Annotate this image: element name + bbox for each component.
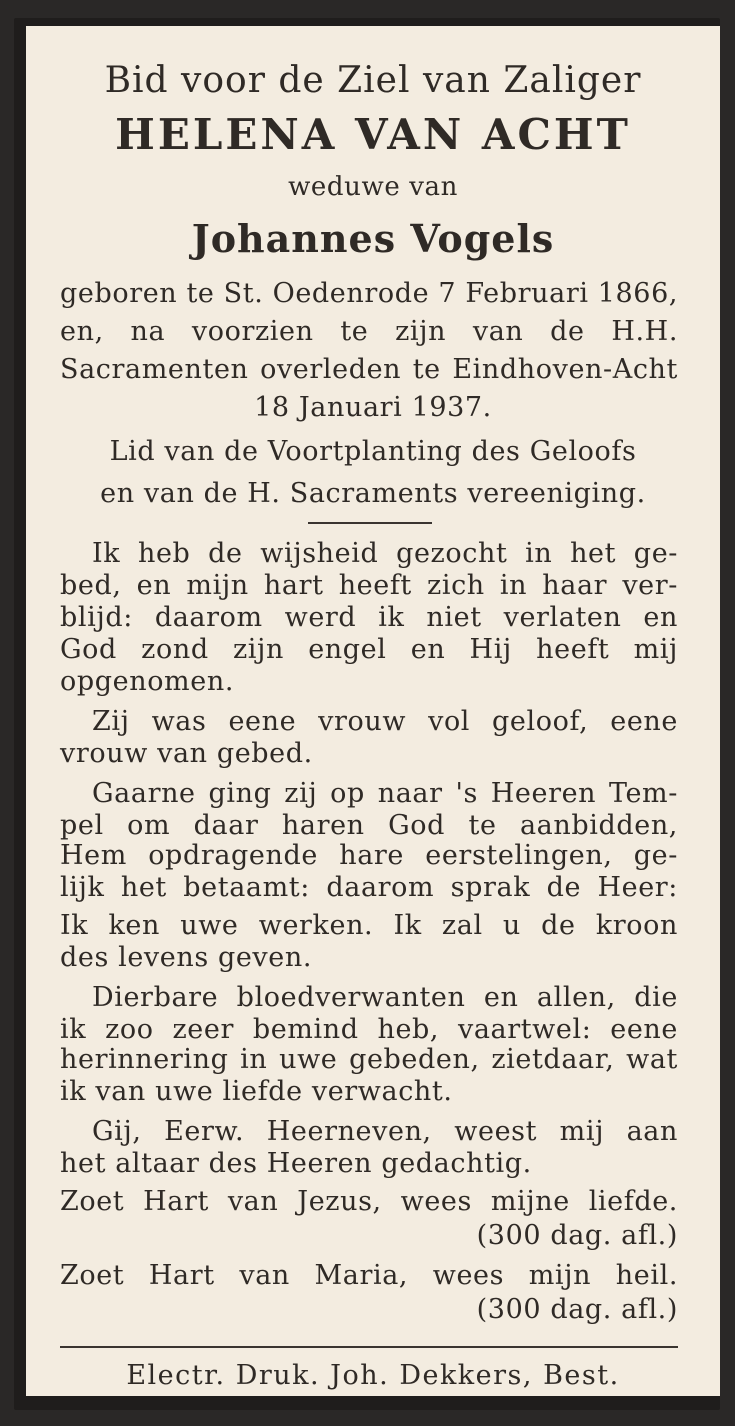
prayer-card — [26, 26, 720, 1396]
text-line: pel om daar haren God te aanbidden, — [60, 810, 678, 841]
membership-line: Lid van de Voortplanting des Geloofs — [109, 436, 637, 467]
text-line: het altaar des Heeren gedachtig. — [60, 1148, 532, 1179]
text-line: ik van uwe liefde verwacht. — [60, 1076, 453, 1107]
text-line: opgenomen. — [60, 666, 234, 697]
divider-short — [308, 522, 432, 524]
divider-long — [60, 1346, 678, 1348]
invocation-line: Bid voor de Ziel van Zaliger — [104, 60, 642, 101]
text-line: Dierbare bloedverwanten en allen, die — [92, 982, 678, 1013]
text-line: Zij was eene vrouw vol geloof, eene — [92, 706, 678, 737]
widow-of-label: weduwe van — [288, 172, 458, 202]
prayer-line: Zoet Hart van Maria, wees mijn heil. — [60, 1260, 678, 1291]
membership-line: en van de H. Sacraments vereeniging. — [100, 478, 646, 509]
text-line: ik zoo zeer bemind heb, vaartwel: eene — [60, 1014, 678, 1045]
text-line: Gaarne ging zij op naar 's Heeren Tem- — [92, 778, 678, 809]
text-line: lijk het betaamt: daarom sprak de Heer: — [60, 872, 678, 903]
indulgence-note: (300 dag. afl.) — [476, 1220, 678, 1251]
text-line: des levens geven. — [60, 942, 313, 973]
text-line: Ik heb de wijsheid gezocht in het ge- — [92, 538, 678, 569]
text-line: vrouw van gebed. — [60, 738, 313, 769]
text-line: Hem opdragende hare eerstelingen, ge- — [60, 840, 678, 871]
text-line: Ik ken uwe werken. Ik zal u de kroon — [60, 910, 678, 941]
prayer-line: Zoet Hart van Jezus, wees mijne liefde. — [60, 1186, 678, 1217]
indulgence-note: (300 dag. afl.) — [476, 1294, 678, 1325]
death-date: 18 Januari 1937. — [254, 392, 492, 423]
text-line: God zond zijn engel en Hij heeft mij — [60, 634, 678, 665]
text-line: herinnering in uwe gebeden, zietdaar, wat — [60, 1044, 678, 1075]
printer-credit: Electr. Druk. Joh. Dekkers, Best. — [126, 1360, 620, 1391]
bio-line: en, na voorzien te zijn van de H.H. — [60, 316, 678, 347]
bio-line: geboren te St. Oedenrode 7 Februari 1866, — [60, 278, 679, 309]
text-line: bed, en mijn hart heeft zich in haar ver- — [60, 570, 678, 601]
deceased-name: HELENA VAN ACHT — [115, 110, 631, 159]
husband-name: Johannes Vogels — [191, 216, 555, 261]
text-line: blijd: daarom werd ik niet verlaten en — [60, 602, 678, 633]
bio-line: Sacramenten overleden te Eindhoven-Acht — [60, 354, 678, 385]
text-line: Gij, Eerw. Heerneven, weest mij aan — [92, 1116, 678, 1147]
